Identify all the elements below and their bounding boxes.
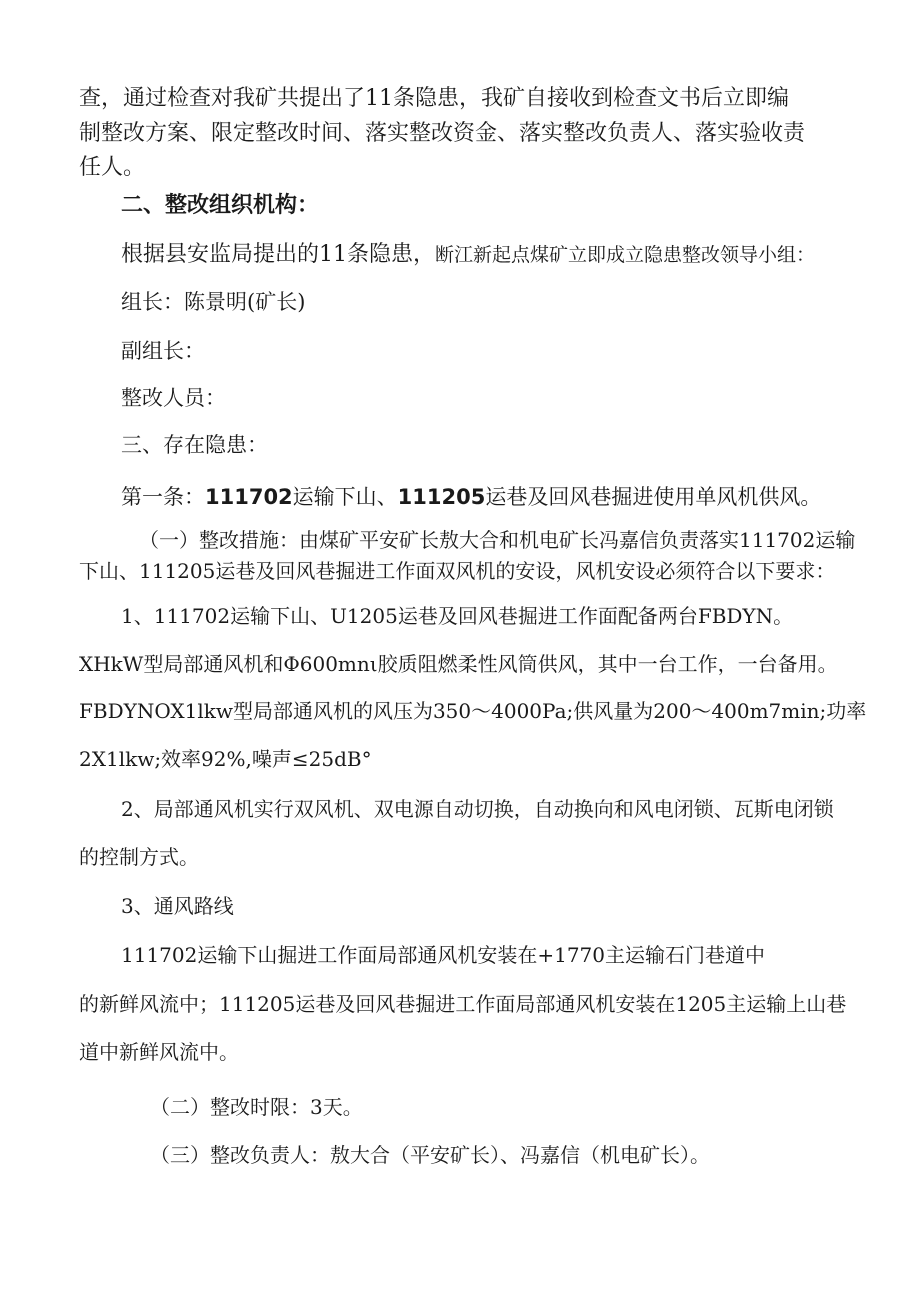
leader-line: 组长：陈景明(矿长) [121,290,306,314]
item-1-prefix: 第一条： [121,485,205,509]
basis-part-2: 断江新起点煤矿立即成立隐患整改领导小组： [435,244,816,266]
measures-line-1: （一）整改措施：由煤矿平安矿长敖大合和机电矿长冯嘉信负责落实111702运输 [139,528,856,552]
section-2-heading: 二、整改组织机构： [121,193,320,218]
route-line-2: 的新鲜风流中；111205运巷及回风巷掘进工作面局部通风机安装在1205主运输上山巷 [79,992,847,1016]
requirement-1-line-4: 2X1lkw;效率92%,噪声≤25dB° [79,747,372,771]
responsible-line: （三）整改负责人：敖大合（平安矿长）、冯嘉信（机电矿长）。 [150,1143,710,1167]
intro-line-1: 查，通过检查对我矿共提出了11条隐患，我矿自接收到检查文书后立即编 [79,86,789,111]
requirement-2-line-2: 的控制方式。 [79,845,199,869]
item-1-mid: 运输下山、 [292,485,398,509]
basis-paragraph [121,239,815,270]
route-line-1: 111702运输下山掘进工作面局部通风机安装在+1770主运输石门巷道中 [121,943,766,967]
deadline-line: （二）整改时限：3天。 [150,1095,363,1119]
intro-line-3: 任人。 [79,155,146,180]
requirement-1-line-2: XHkW型局部通风机和Φ600mnι胶质阻燃柔性风筒供风，其中一台工作，一台备用。 [79,652,838,676]
intro-line-2: 制整改方案、限定整改时间、落实整改资金、落实整改负责人、落实验收责 [79,121,806,146]
basis-part-1: 根据县安监局提出的11条隐患， [121,242,435,267]
requirement-3-title: 3、通风路线 [121,894,234,918]
measures-line-2: 下山、111205运巷及回风巷掘进工作面双风机的安设，风机安设必须符合以下要求： [79,559,836,583]
deputy-line: 副组长： [121,339,205,363]
item-1-code-2: 111205 [397,485,486,509]
section-3-heading: 三、存在隐患： [121,433,268,457]
item-1-rest: 运巷及回风巷掘进使用单风机供风。 [485,485,822,509]
route-line-3: 道中新鲜风流中。 [79,1040,239,1064]
item-1-line [121,482,821,512]
item-1-code-1: 111702 [205,485,293,509]
requirement-1-line-1: 1、111702运输下山、U1205运巷及回风巷掘进工作面配备两台FBDYN。 [121,604,794,628]
requirement-2-line-1: 2、局部通风机实行双风机、双电源自动切换，自动换向和风电闭锁、瓦斯电闭锁 [121,797,834,821]
members-line: 整改人员： [121,386,226,410]
requirement-1-line-3: FBDYNOX1lkw型局部通风机的风压为350～4000Pa;供风量为200～400m7min;功率 [79,699,867,723]
